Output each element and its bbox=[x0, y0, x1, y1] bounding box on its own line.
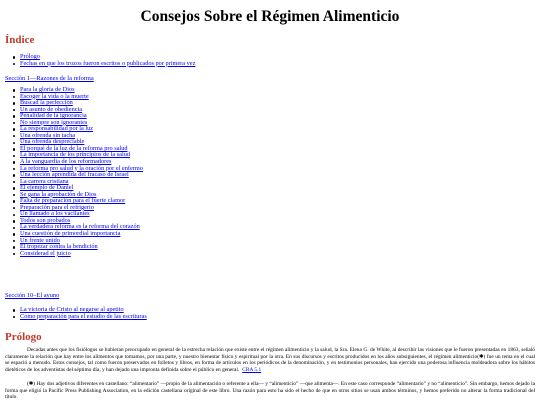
chapter-link[interactable]: Para la gloria de Dios bbox=[20, 86, 75, 93]
chapter-link[interactable]: La victoria de Cristo al negarse al apetito bbox=[20, 306, 124, 313]
chapter-link[interactable]: Penalidad de la ignorancia bbox=[20, 112, 87, 120]
index-heading: Índice bbox=[5, 34, 35, 46]
chapter-link[interactable]: Falta de preparación para el fuerte clamor bbox=[20, 197, 126, 205]
chapter-link[interactable]: Todos son probados bbox=[20, 216, 71, 224]
chapter-link[interactable]: Una ofrenda despreciable bbox=[20, 138, 85, 146]
prologue-reference-link[interactable]: CRA 5.1 bbox=[242, 366, 262, 373]
chapter-link[interactable]: Un frente unido bbox=[20, 236, 60, 244]
chapter-link[interactable]: No siempre son ignorantes bbox=[20, 118, 88, 126]
section1-link[interactable]: Sección 1—Razones de la reforma bbox=[5, 75, 94, 82]
chapter-link[interactable]: Una ofrenda sin tacha bbox=[20, 131, 76, 139]
chapter-link[interactable]: Una cuestión de primordial importancia bbox=[20, 230, 121, 238]
chapter-link[interactable]: La carrera cristiana bbox=[20, 177, 69, 185]
index-top-list bbox=[5, 54, 195, 67]
page-title: Consejos Sobre el Régimen Alimenticio bbox=[140, 8, 400, 25]
section10-list bbox=[5, 307, 147, 320]
chapter-link[interactable]: Como preparación para el estudio de las escrituras bbox=[20, 312, 147, 320]
section1-list bbox=[5, 87, 143, 257]
prologue-paragraph-1 bbox=[5, 347, 535, 373]
list-item bbox=[5, 251, 143, 258]
list-item bbox=[5, 314, 147, 321]
chapter-link[interactable]: A la vanguardia de los reformadores bbox=[20, 158, 112, 166]
prologue-heading: Prólogo bbox=[5, 331, 42, 343]
chapter-link[interactable]: La reforma pro salud y la oración por el enfermo bbox=[20, 164, 143, 172]
chapter-link[interactable]: El porqué de la luz de la reforma pro salud bbox=[20, 144, 128, 152]
chapter-link[interactable]: El tropezar contra la bendición bbox=[20, 243, 98, 251]
chapter-link[interactable]: Un llamado a los vacilantes bbox=[20, 210, 90, 218]
chapter-link[interactable]: La verdadera reforma es la reforma del corazón bbox=[20, 223, 140, 231]
chapter-link[interactable]: El ejemplo de Daniel bbox=[20, 184, 74, 192]
prologue-paragraph-1-text: Decadas antes que los fisiólogos se hubieran preocupado en general de la estrecha relación que existe entre el régimen alimenticio y la salud, la Sra. Elena G. de White, al describir las visiones que le fueron presentadas en 1863, señaló claramente la relación que hay entre los alimentos que tomamos, por una parte, y nuestro bienestar físico y espiritual por la otra. En sus discursos y escritos producidos en los años subsiguientes, el régimen alimenticio(✱) fue un tema en el cual se espació a menudo. Estos consejos, tal como fueron preservados en folletos y libros, en forma de artículos en los periódicos de la denominación, y en testimonios personales, han ejercido una poderosa influencia moldeadora sobre los hábitos dietéticos de los adventistas del séptimo día, y han dejado una impronta definida sobre el público en general. bbox=[5, 347, 535, 373]
chapter-link[interactable]: Buscad la perfección bbox=[20, 99, 73, 107]
chapter-link[interactable]: La importancia de los principios de la salud bbox=[20, 151, 130, 159]
index-entry-link[interactable]: Fechas en que los trozos fueron escritos o publicados por primera vez bbox=[20, 59, 196, 67]
section10-link[interactable]: Sección 10–El ayuno bbox=[5, 292, 60, 299]
chapter-link[interactable]: Un asunto de obediencia bbox=[20, 105, 83, 113]
chapter-link[interactable]: Escoger la vida o la muerte bbox=[20, 92, 89, 100]
chapter-link[interactable]: Se gana la aprobación de Dios bbox=[20, 190, 97, 198]
index-entry-link[interactable]: Prólogo bbox=[20, 53, 40, 60]
chapter-link[interactable]: La responsabilidad por la luz bbox=[20, 125, 94, 133]
prologue-paragraph-2: (✱) Hay dos adjetivos diferentes en castellano: “alimentario” —propio de la alimentación o referente a ella— y “alimenticio” —que alimenta—. En este caso corresponde “alimentario” y no “alimenticio”. Sin embargo, hemos dejado la forma que eligió la Pacific Press Publishing Association, en la edición castellana original de este libro. Una razón para esto ha sido el hecho de que en otros sitios se usan ambos términos, y hemos preferido no alterar la forma tradicional del título. bbox=[5, 381, 535, 401]
chapter-link[interactable]: Considerad el juicio bbox=[20, 249, 71, 257]
chapter-link[interactable]: Una lección aprendida del fracaso de Israel bbox=[20, 171, 129, 179]
chapter-link[interactable]: Preparación para el refrigerio bbox=[20, 203, 94, 211]
list-item bbox=[5, 61, 195, 68]
